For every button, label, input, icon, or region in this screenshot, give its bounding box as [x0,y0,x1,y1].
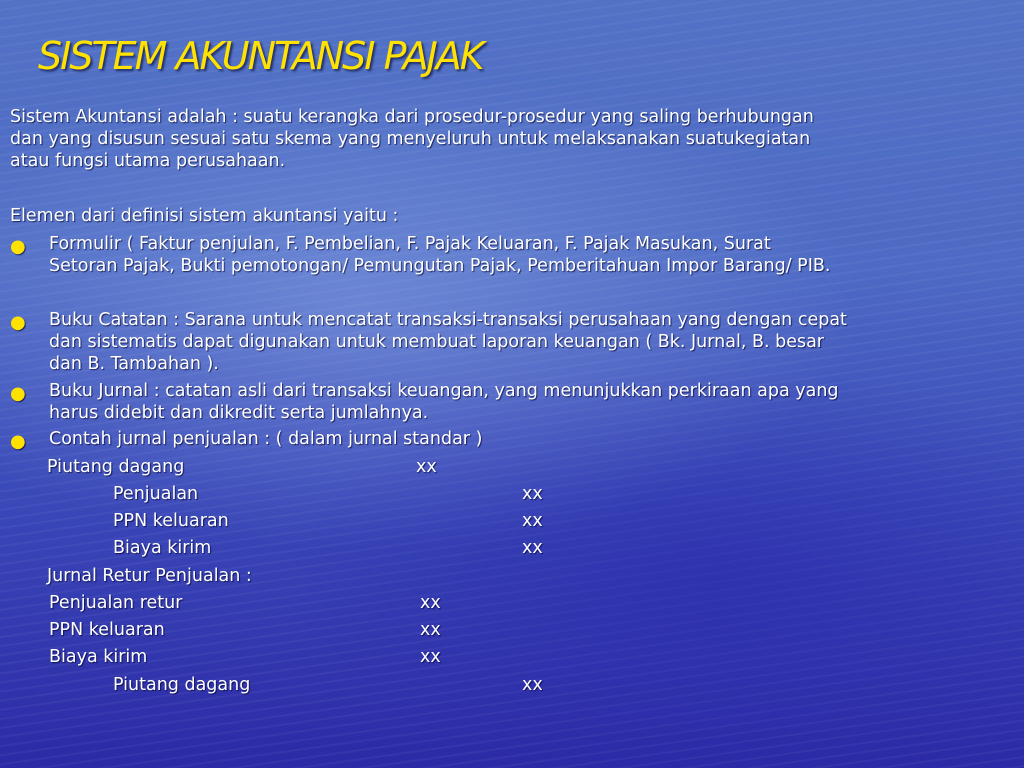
intro-line: Sistem Akuntansi adalah : suatu kerangka dari prosedur-prosedur yang saling berhubungan [10,107,814,127]
journal-account: PPN keluaran [49,620,165,640]
journal-amount: xx [522,675,543,695]
journal-account: Biaya kirim [113,538,212,558]
journal-account: Piutang dagang [113,675,251,695]
bullet-item-buku-jurnal [10,380,1024,424]
journal-amount: xx [420,593,441,613]
intro-line: dan yang disusun sesuai satu skema yang menyeluruh untuk melaksanakan suatukegiatan [10,129,811,149]
bullet-dot-icon: ● [10,236,26,257]
bullet-line: Buku Catatan : Sarana untuk mencatat transaksi-transaksi perusahaan yang dengan cepat [49,310,847,330]
bullet-dot-icon: ● [10,383,26,404]
bullet-line: Contah jurnal penjualan : ( dalam jurnal standar ) [49,429,483,449]
journal-account: Penjualan [113,484,199,504]
bullet-item-contoh-jurnal [10,428,1024,450]
intro-line: atau fungsi utama perusahaan. [10,151,286,171]
bullet-line: Setoran Pajak, Bukti pemotongan/ Pemungutan Pajak, Pemberitahuan Impor Barang/ PIB. [49,256,831,276]
bullet-line: harus didebit dan dikredit serta jumlahnya. [49,403,429,423]
journal-amount: xx [522,538,543,558]
journal-amount: xx [522,484,543,504]
bullet-dot-icon: ● [10,312,26,333]
journal-account: PPN keluaran [113,511,229,531]
bullet-line: dan sistematis dapat digunakan untuk membuat laporan keuangan ( Bk. Jurnal, B. besar [49,332,824,352]
bullet-item-buku-catatan [10,309,1024,375]
bullet-item-formulir [10,233,1024,277]
journal-amount: xx [420,620,441,640]
slide-title: SISTEM AKUNTANSI PAJAK [38,34,483,78]
bullet-line: dan B. Tambahan ). [49,354,219,374]
bullet-line: Buku Jurnal : catatan asli dari transaksi keuangan, yang menunjukkan perkiraan apa yang [49,381,839,401]
bullet-line: Formulir ( Faktur penjulan, F. Pembelian, F. Pajak Keluaran, F. Pajak Masukan, Surat [49,234,771,254]
elements-heading: Elemen dari definisi sistem akuntansi yaitu : [10,206,399,226]
journal-account: Biaya kirim [49,647,148,667]
journal-amount: xx [416,457,437,477]
journal-account: Penjualan retur [49,593,183,613]
bullet-dot-icon: ● [10,431,26,452]
intro-paragraph [10,106,1024,172]
journal-amount: xx [522,511,543,531]
return-heading: Jurnal Retur Penjualan : [47,566,252,586]
journal-account: Piutang dagang [47,457,185,477]
journal-amount: xx [420,647,441,667]
